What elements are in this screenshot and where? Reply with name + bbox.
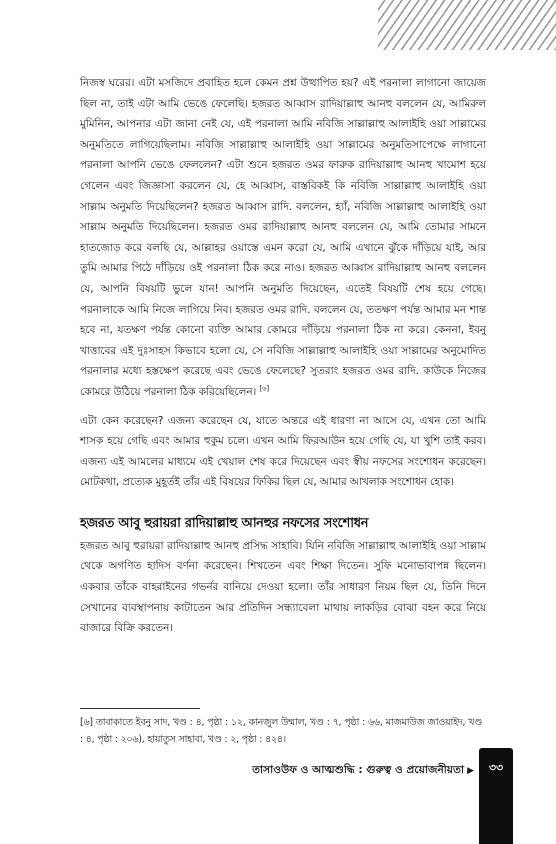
book-title: তাসাওউফ ও আত্মশুদ্ধি : গুরুত্ব ও প্রয়োজনীয়তা (252, 764, 465, 776)
footnote-marker: [৬] (259, 384, 269, 393)
footnote: [৬] তাবাকাতে ইবনু সাদ, খণ্ড : ৪, পৃষ্ঠা : ১২, কানজুল উম্মাল, খণ্ড : ৭, পৃষ্ঠা : ৬৬, মাজমাউজ জাওয়াইদ, খণ্ড : ৪, পৃষ্ঠা : ২০৬), হায়াতুস সাহাবা, খণ্ড : ২, পৃষ্ঠা : ৪২৪। (80, 717, 482, 745)
triangle-right-icon: ▶ (467, 766, 474, 776)
section-heading: হজরত আবু হুরায়রা রাদিয়াল্লাহু আনহুর নফসের সংশোধন (80, 515, 369, 531)
page-number: ৩৩ (488, 761, 504, 774)
paragraph-2: এটা কেন করেছেন? এজন্য করেছেন যে, যাতে অন্তরে এই ধারণা না আসে যে, এখন তো আমি শাসক হয়ে গেছি এবং আমার হুকুম চলে। এখন আমি ফিরআউন হয়ে গেছি যে, যা খুশি তাই করব। এজন্য এই আমলের মাধ্যমে এই খেয়াল শেষ করে দিয়েছেন এবং স্বীয় নফসের সংশোধন করেছেন। মোটকথা, প্রত্যেক মুহূর্তই তাঁর এই বিষয়ের ফিকির ছিল যে, আমার আখলাক সংশোধন হোক। (80, 414, 486, 489)
corner-hatch-decoration (378, 0, 556, 50)
paragraph-1: নিজস্ব ঘরের। এটা মসজিদে প্রবাহিত হলে কেমন প্রশ্ন উত্থাপিত হয়? এই পরনালা লাগানো জায়েজ ছিল না, তাই এটা আমি ভেঙে ফেলেছি। হজরত আব্বাস রাদিয়াল্লাহু আনহু বললেন যে, আমিরুল মুমিনিন, আপনার এটা জানা নেই যে, এই পরনালা আমি নবিজি সাল্লাল্লাহু আলাইহি ওয়া সাল্লামের অনুমতিতে লাগিয়েছিলাম। নবিজি সাল্লাল্লাহু আলাইহি ওয়া সাল্লামের অনুমতিসাপেক্ষে লাগানো পরনালা আপনি ভেঙে ফেললেন? এটা শুনে হজরত ওমর ফারুক রাদিয়াল্লাহু আনহু খামোশ হয়ে গেলেন এবং জিজ্ঞাসা করলেন যে, হে আব্বাস, বাস্তবিকই কি নবিজি সাল্লাল্লাহু আলাইহি ওয়া সাল্লাম অনুমতি দিয়েছিলেন? হজরত আব্বাস রাদি. বললেন, হ্যাঁ, নবিজি সাল্লাল্লাহু আলাইহি ওয়া সাল্লাম অনুমতি দিয়েছিলেন। হজরত ওমর রাদিয়াল্লাহু আনহু বললেন যে, আমি তোমার সামনে হাতজোড় করে বলছি যে, আল্লাহর ওয়াস্তে এমন করো যে, আমি এখানে ঝুঁকে দাঁড়িয়ে যাই, আর তুমি আমার পিঠে দাঁড়িয়ে ওই পরনালা ঠিক করে নাও। হজরত আব্বাস রাদিয়াল্লাহু আনহু বললেন যে, আপনি বিষয়টি ভুলে যান! আপনি অনুমতি দিয়েছেন, এতেই বিষয়টি শেষ হয়ে গেছে। পরনালাকে আমি নিজে লাগিয়ে নিব। হজরত ওমর রাদি. বললেন যে, ততক্ষণ পর্যন্ত আমার মন শান্ত হবে না, যতক্ষণ পর্যন্ত কোনো ব্যক্তি আমার কোমরে দাঁড়িয়ে পরনালা ঠিক না করে। কেননা, ইবনু খাত্তাবের এই দুঃসাহস কিভাবে হলো যে, সে নবিজি সাল্লাল্লাহু আলাইহি ওয়া সাল্লামের অনুমোদিত পরনালার মধ্যে হস্তক্ষেপ করেছে এবং ভেঙে ফেলেছে? সুতরাং হজরত ওমর রাদি. কাউকে নিজের কোমরে উঠিয়ে পরনালা ঠিক করিয়েছিলেন। [৬] (80, 77, 486, 398)
paragraph-3: হজরত আবু হুরায়রা রাদিয়াল্লাহু আনহু প্রসিদ্ধ সাহাবি। যিনি নবিজি সাল্লাল্লাহু আলাইহি ওয়া সাল্লাম থেকে অগণিত হাদিস বর্ণনা করেছেন। শিখতেন এবং শিক্ষা দিতেন। সুফি মনোভাবাপন্ন ছিলেন। একবার তাঁকে বাহরাইনের গভর্নর বানিয়ে দেওয়া হলো। তাঁর সাধারণ নিয়ম ছিল যে, তিনি দিনে সেখানের ব্যবস্থাপনায় কাটাতেন আর প্রতিদিন সন্ধ্যাবেলা মাথায় লাকড়ির বোঝা বহন করে নিয়ে বাজারে বিক্রি করতেন। (80, 539, 486, 635)
page-body (80, 73, 486, 639)
footnote-divider (80, 708, 200, 709)
running-footer (80, 762, 474, 779)
